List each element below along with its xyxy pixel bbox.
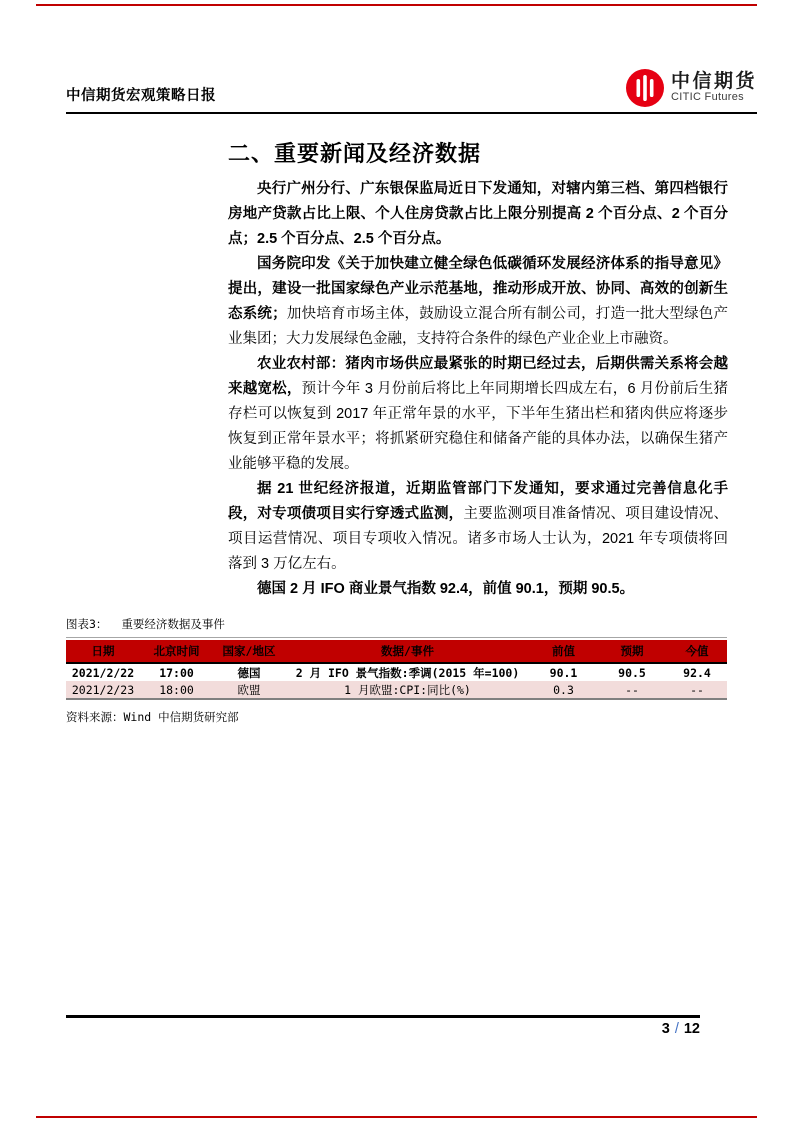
cell-expected: --	[597, 681, 667, 699]
header-current: 今值	[667, 640, 727, 663]
cell-date: 2021/2/22	[66, 663, 140, 681]
table-row	[66, 681, 727, 699]
page-header	[66, 66, 757, 114]
paragraph-agriculture: 农业农村部：猪肉市场供应最紧张的时期已经过去，后期供需关系将会越来越宽松，预计今年 3 月份前后将比上年同期增长四成左右，6 月份前后生猪存栏可以恢复到 2017 年正常年景的水平，下半年生猪出栏和猪肉供应将逐步恢复到正常年景水平；将抓紧研究稳住和储备产能的具体办法，以确保生猪产业能够平稳的发展。	[228, 356, 729, 472]
page-number	[66, 1021, 700, 1037]
body-text	[228, 177, 728, 602]
bottom-red-rule	[36, 1116, 757, 1118]
economic-data-figure	[66, 616, 727, 725]
table-header-row	[66, 640, 727, 663]
figure-caption	[66, 616, 727, 632]
cell-current: 92.4	[667, 663, 727, 681]
paragraph-germany-ifo: 德国 2 月 IFO 商业景气指数 92.4，前值 90.1，预期 90.5。	[257, 581, 635, 597]
page-total: 12	[683, 1021, 700, 1037]
data-source: 资料来源：Wind 中信期货研究部	[66, 710, 239, 724]
footer-divider	[66, 1015, 700, 1018]
header-country: 国家/地区	[213, 640, 285, 663]
cell-event: 1 月欧盟:CPI:同比(%)	[285, 681, 530, 699]
cell-previous: 0.3	[530, 681, 597, 699]
section-title: 二、重要新闻及经济数据	[228, 141, 482, 166]
logo-text	[671, 72, 757, 103]
citic-futures-logo	[625, 68, 757, 108]
cell-current: --	[667, 681, 727, 699]
top-red-rule	[36, 4, 757, 6]
logo-english-name: CITIC Futures	[670, 91, 744, 104]
report-title: 中信期货宏观策略日报	[66, 88, 216, 104]
page-separator: /	[674, 1021, 679, 1037]
header-expected: 预期	[597, 640, 667, 663]
cell-time: 17:00	[140, 663, 213, 681]
cell-event: 2 月 IFO 景气指数:季调(2015 年=100)	[285, 663, 530, 681]
figure-caption-label: 图表3：	[66, 617, 108, 631]
cell-country: 德国	[213, 663, 285, 681]
cell-expected: 90.5	[597, 663, 667, 681]
header-previous: 前值	[530, 640, 597, 663]
cell-previous: 90.1	[530, 663, 597, 681]
cell-time: 18:00	[140, 681, 213, 699]
paragraph-state-council: 国务院印发《关于加快建立健全绿色低碳循环发展经济体系的指导意见》提出，建设一批国家绿色产业示范基地，推动形成开放、协同、高效的创新生态系统；加快培育市场主体，鼓励设立混合所有制公司，打造一批大型绿色产业集团；大力发展绿色金融，支持符合条件的绿色产业企业上市融资。	[228, 256, 729, 347]
header-date: 日期	[66, 640, 140, 663]
header-beijing-time: 北京时间	[140, 640, 213, 663]
cell-country: 欧盟	[213, 681, 285, 699]
header-data-event: 数据/事件	[285, 640, 530, 663]
caption-divider	[66, 637, 727, 638]
citic-logo-icon	[625, 68, 665, 108]
economic-data-table	[66, 640, 727, 700]
paragraph-pboc: 央行广州分行、广东银保监局近日下发通知，对辖内第三档、第四档银行房地产贷款占比上限、个人住房贷款占比上限分别提高 2 个百分点、2 个百分点；2.5 个百分点、2.5 个百分点。	[228, 181, 728, 247]
table-row	[66, 663, 727, 681]
paragraph-special-bonds: 据 21 世纪经济报道，近期监管部门下发通知，要求通过完善信息化手段，对专项债项目实行穿透式监测，主要监测项目准备情况、项目建设情况、项目运营情况、项目专项收入情况。诸多市场人士认为，2021 年专项债将回落到 3 万亿左右。	[228, 481, 729, 572]
cell-date: 2021/2/23	[66, 681, 140, 699]
figure-caption-title: 重要经济数据及事件	[121, 617, 225, 631]
logo-chinese-name: 中信期货	[670, 71, 757, 93]
page-current: 3	[661, 1021, 670, 1037]
